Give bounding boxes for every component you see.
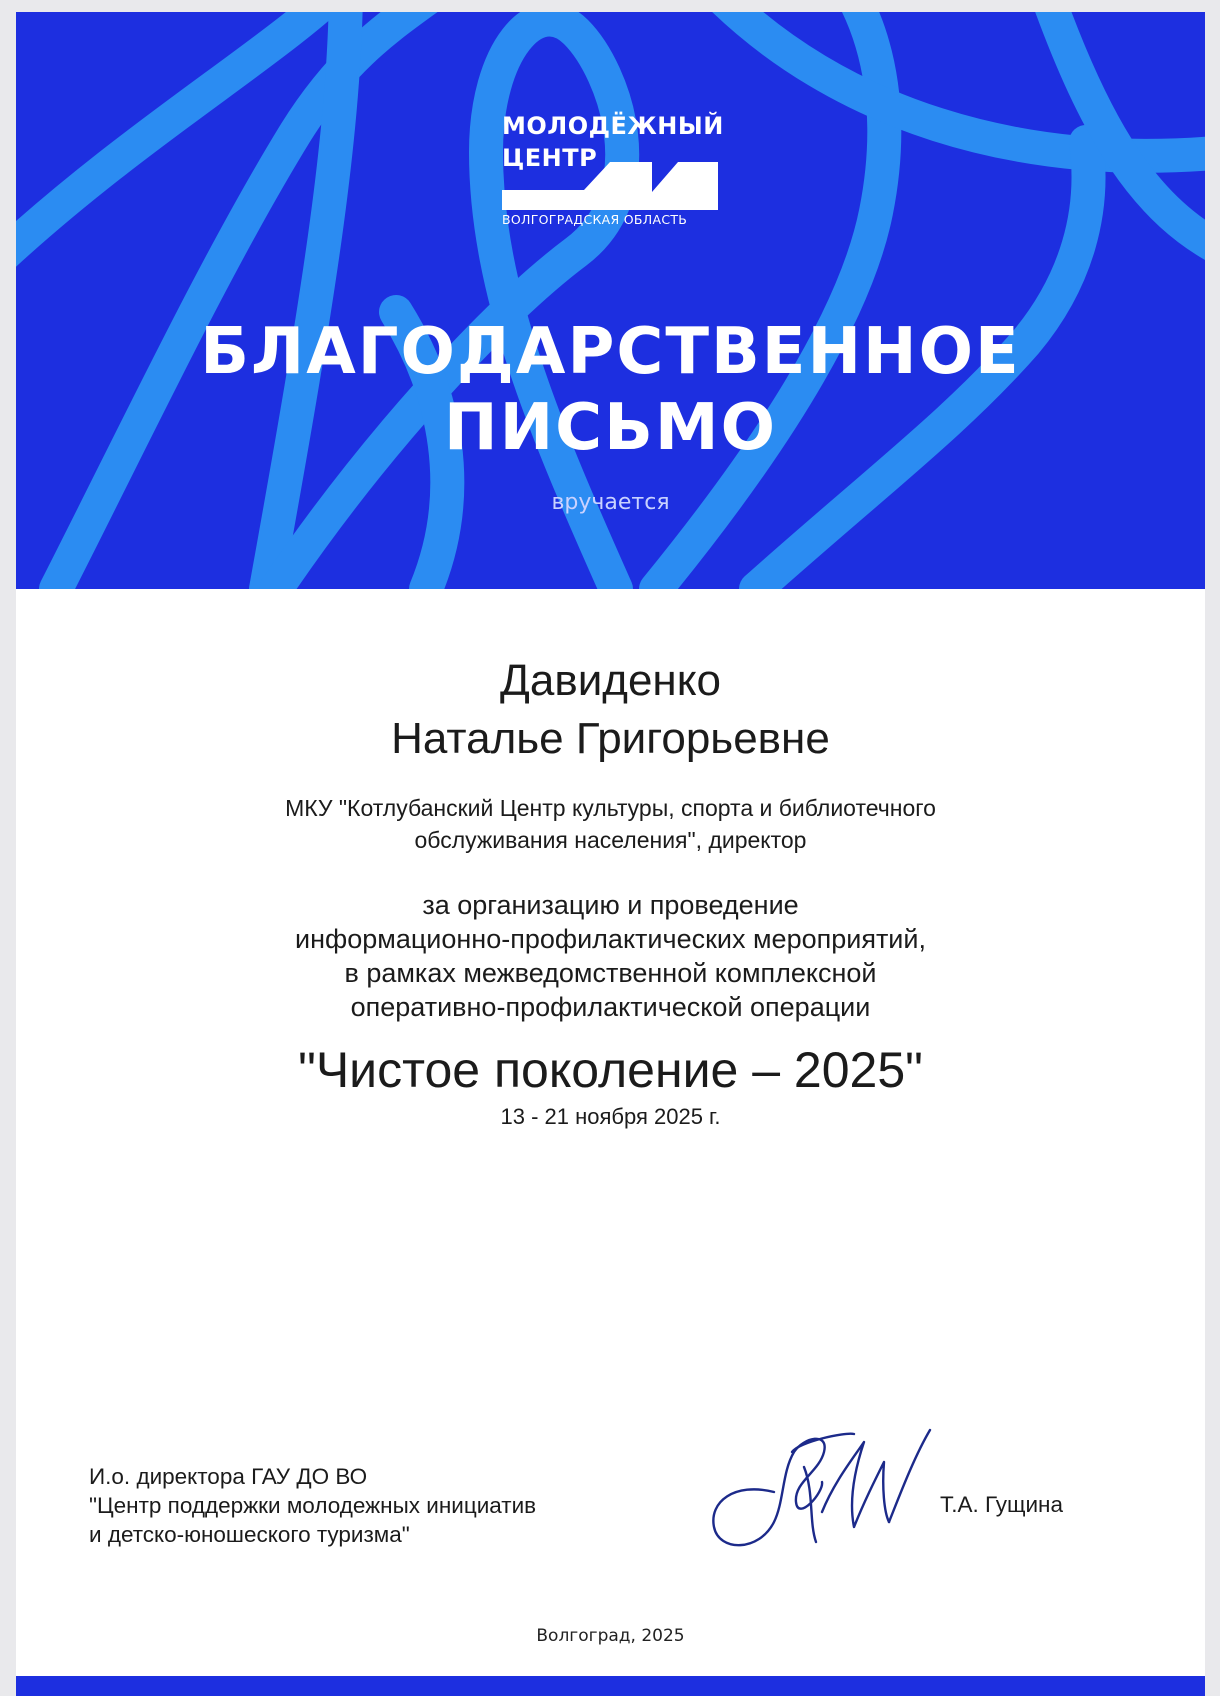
reason-line: в рамках межведомственной комплексной — [344, 958, 877, 988]
subtitle: вручается — [551, 490, 670, 515]
recipient-given-names: Наталье Григорьевне — [391, 714, 830, 763]
handwritten-signature-icon — [704, 1412, 934, 1562]
reason-line: информационно-профилактических мероприятий, — [295, 924, 926, 954]
reason-line: за организацию и проведение — [422, 890, 799, 920]
organization-block — [16, 792, 1205, 856]
reason-block — [16, 888, 1205, 1024]
signer-line: и детско-юношеского туризма" — [89, 1522, 410, 1547]
recipient-surname: Давиденко — [500, 656, 721, 705]
logo-region-text: ВОЛГОГРАДСКАЯ ОБЛАСТЬ — [502, 212, 688, 227]
bottom-bar — [16, 1676, 1205, 1696]
organization-line: МКУ "Котлубанский Центр культуры, спорта и библиотечного — [285, 795, 936, 821]
signer-line: "Центр поддержки молодежных инициатив — [89, 1493, 537, 1518]
logo-m-mark-icon — [502, 162, 718, 210]
signer-title-block — [89, 1462, 536, 1549]
title-line-1: БЛАГОДАРСТВЕННОЕ — [200, 315, 1021, 389]
organization-line: обслуживания населения", директор — [414, 827, 807, 853]
signer-line: И.о. директора ГАУ ДО ВО — [89, 1464, 368, 1489]
event-dates: 13 - 21 ноября 2025 г. — [500, 1104, 721, 1129]
youth-center-logo — [502, 112, 732, 242]
place-and-year: Волгоград, 2025 — [536, 1626, 685, 1646]
event-name: "Чистое поколение – 2025" — [298, 1042, 923, 1098]
reason-line: оперативно-профилактической операции — [350, 992, 871, 1022]
recipient-name — [16, 652, 1205, 768]
logo-text-line1: МОЛОДЁЖНЫЙ — [502, 112, 724, 140]
header-banner — [16, 12, 1205, 589]
page-title — [16, 314, 1205, 466]
signer-name: Т.А. Гущина — [940, 1492, 1063, 1517]
logo-text-line2: ЦЕНТР — [502, 144, 598, 172]
title-line-2: ПИСЬМО — [444, 391, 777, 465]
certificate-sheet — [16, 12, 1205, 1696]
